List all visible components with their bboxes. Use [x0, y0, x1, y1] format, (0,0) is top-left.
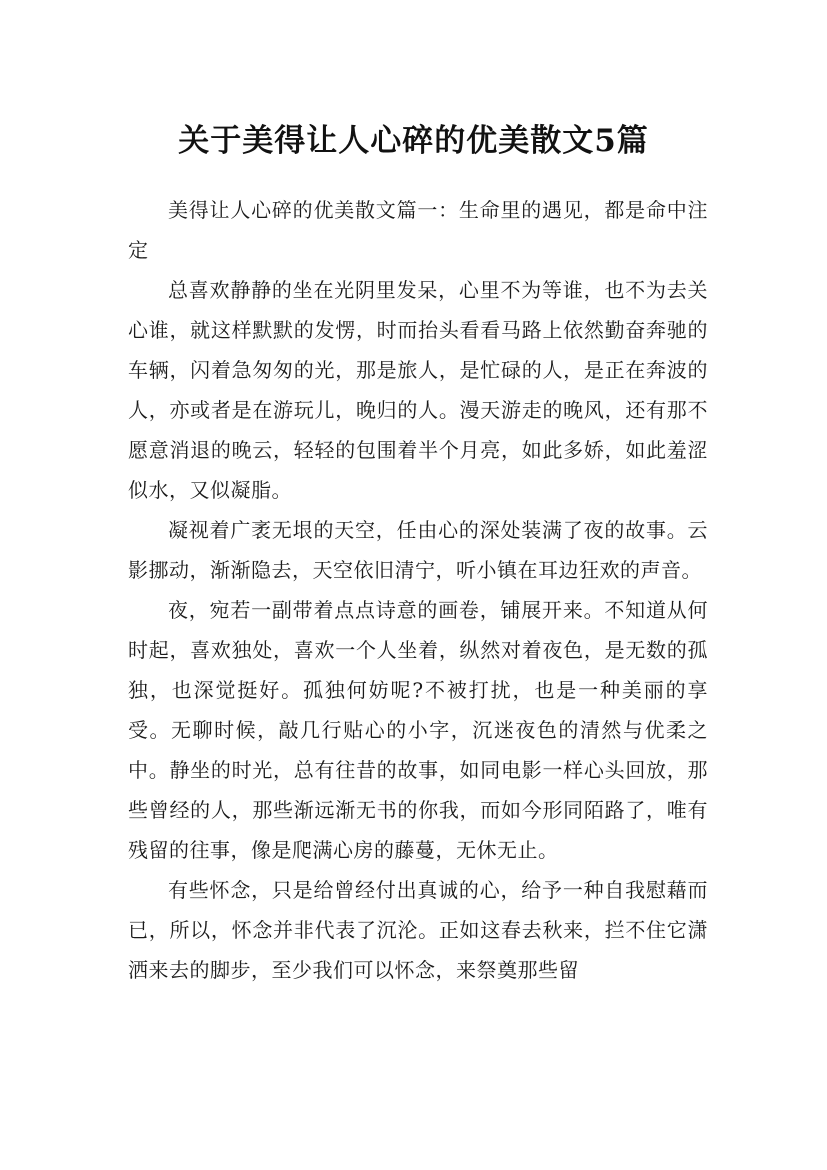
paragraph-4: 夜，宛若一副带着点点诗意的画卷，铺展开来。不知道从何时起，喜欢独处，喜欢一个人坐着，纵然对着夜色，是无数的孤独，也深觉挺好。孤独何妨呢?不被打扰，也是一种美丽的享受。无聊时候，敲几行贴心的小字，沉迷夜色的清然与优柔之中。静坐的时光，总有往昔的故事，如同电影一样心头回放，那些曾经的人，那些渐远渐无书的你我，而如今形同陌路了，唯有残留的往事，像是爬满心房的藤蔓，无休无止。: [128, 598, 708, 862]
paragraph-2: 总喜欢静静的坐在光阴里发呆，心里不为等谁，也不为去关心谁，就这样默默的发愣，时而抬头看看马路上依然勤奋奔驰的车辆，闪着急匆匆的光，那是旅人，是忙碌的人，是正在奔波的人，亦或者是在游玩儿，晚归的人。漫天游走的晚风，还有那不愿意消退的晚云，轻轻的包围着半个月亮，如此多娇，如此羞涩似水，又似凝脂。: [128, 278, 708, 502]
paragraph-5: 有些怀念，只是给曾经付出真诚的心，给予一种自我慰藉而已，所以，怀念并非代表了沉沦。正如这春去秋来，拦不住它潇洒来去的脚步，至少我们可以怀念，来祭奠那些留: [128, 878, 708, 982]
document-title: 关于美得让人心碎的优美散文5篇: [178, 122, 649, 159]
paragraph-3: 凝视着广袤无垠的天空，任由心的深处装满了夜的故事。云影挪动，渐渐隐去，天空依旧清宁，听小镇在耳边狂欢的声音。: [128, 518, 708, 582]
paragraph-1: 美得让人心碎的优美散文篇一：生命里的遇见，都是命中注定: [128, 198, 708, 262]
document-body: [128, 190, 708, 990]
